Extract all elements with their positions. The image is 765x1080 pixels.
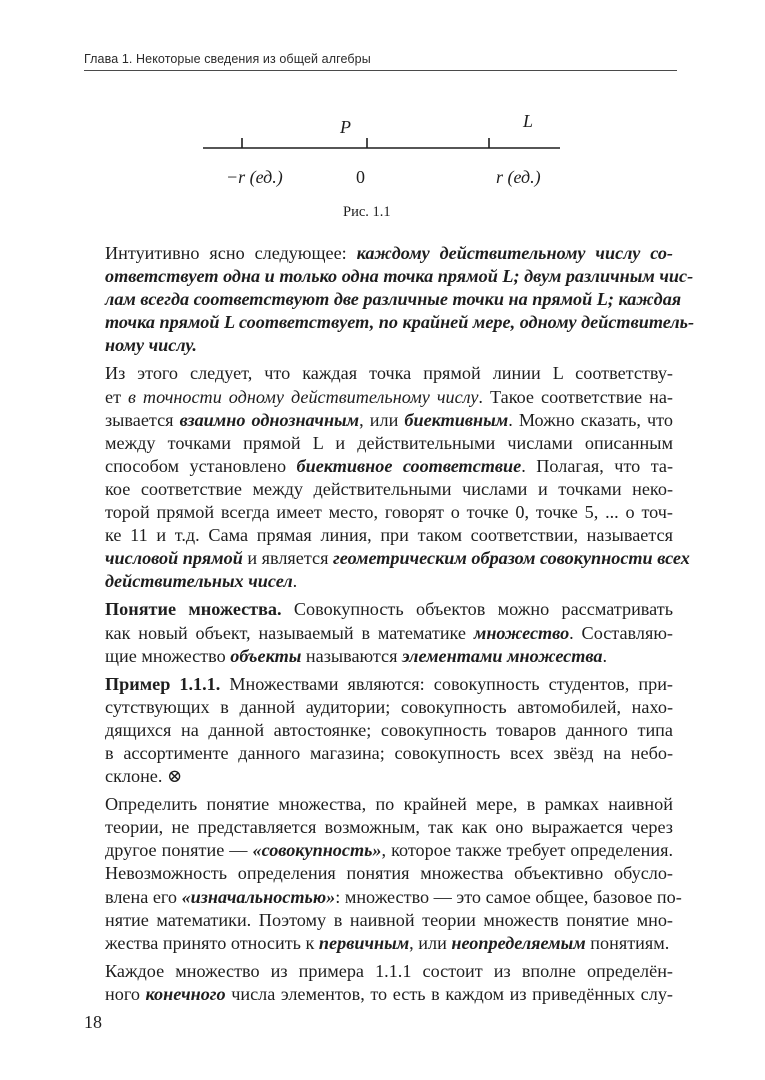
p2-line: между точками прямой L и действительными числами описанным xyxy=(105,432,673,453)
p4-line: дящихся на данной автостоянке; совокупность товаров данного типа xyxy=(105,719,673,740)
running-head: Глава 1. Некоторые сведения из общей алгебры xyxy=(84,52,371,66)
p4-text: Множествами являются: совокупность студентов, при- xyxy=(220,673,673,694)
p5-line: теории, не представляется возможным, так как оно выражается через xyxy=(105,817,673,838)
header-rule xyxy=(84,70,677,71)
p3-text: Совокупность объектов можно рассматривать xyxy=(281,599,673,620)
p1-line: лам всегда соответствуют две различные точки на прямой L; каждая xyxy=(105,289,682,310)
term-primordiality: «изначальностью» xyxy=(181,886,336,907)
term-collection: «совокупность» xyxy=(252,840,382,861)
p3-text: как новый объект, называемый в математике xyxy=(105,622,474,643)
label-r: r (ед.) xyxy=(496,167,541,187)
p3-text: называются xyxy=(301,645,403,666)
p4-line: сутствующих в данной аудитории; совокупность автомобилей, нахо- xyxy=(105,696,673,717)
p4-line: склоне. ⊗ xyxy=(105,766,183,787)
page-number: 18 xyxy=(84,1012,102,1032)
label-zero: 0 xyxy=(356,167,365,187)
label-line-l: L xyxy=(523,111,534,131)
paragraph-1 xyxy=(105,242,695,357)
paragraph-6 xyxy=(105,960,673,1006)
p2-text: . Такое соответствие на- xyxy=(478,386,673,407)
p2-text: ет xyxy=(105,386,129,407)
p2-text: . Полагая, что та- xyxy=(521,455,674,476)
p2-line: кое соответствие между действительными числами и точками неко- xyxy=(105,478,673,499)
term-undefined: неопределяемым xyxy=(451,932,586,953)
p6-text: числа элементов, то есть в каждом из приведённых слу- xyxy=(225,983,673,1004)
number-line-svg xyxy=(190,105,570,205)
p2-line: торой прямой всегда имеет место, говорят о точке 0, точке 5, ... о точ- xyxy=(105,502,673,523)
p3-text: . xyxy=(602,645,608,666)
term-bijective-correspondence: биективное соответствие xyxy=(296,455,522,476)
term-primary: первичным xyxy=(318,932,410,953)
p5-text: жества принято относить к xyxy=(105,932,319,953)
body-text xyxy=(105,242,695,1011)
term-set: множество xyxy=(473,622,570,643)
p5-text: влена его xyxy=(105,886,182,907)
term-bijective-one: взаимно однозначным xyxy=(179,409,360,430)
label-point-p: P xyxy=(340,117,351,137)
label-minus-r: −r (ед.) xyxy=(226,167,283,187)
term-bijective: биективным xyxy=(404,409,509,430)
p5-line: Невозможность определения понятия множества объективно обусло- xyxy=(105,863,673,884)
p5-line: Определить понятие множества, по крайней мере, в рамках наивной xyxy=(105,794,673,815)
p2-text: и является xyxy=(242,548,334,569)
p3-text: щие множество xyxy=(105,645,231,666)
p2-italic: в точности одному действительному числу xyxy=(128,386,479,407)
p1-line: точка прямой L соответствует, по крайней мере, одному действитель- xyxy=(105,312,695,333)
p3-text: . Составляю- xyxy=(569,622,673,643)
p1-emphasis: каждому действительному числу со- xyxy=(356,243,673,263)
section-heading-set-concept: Понятие множества. xyxy=(105,599,282,620)
p2-text: способом установлено xyxy=(105,455,297,476)
example-heading: Пример 1.1.1. xyxy=(105,673,221,694)
term-number-line: числовой прямой xyxy=(105,548,243,569)
p5-text: , или xyxy=(409,932,452,953)
p1-line: ответствует одна и только одна точка прямой L; двум различным чис- xyxy=(105,266,694,287)
term-finite: конечного xyxy=(145,983,226,1004)
paragraph-2 xyxy=(105,362,690,593)
paragraph-4 xyxy=(105,673,673,788)
p5-text: другое понятие — xyxy=(105,840,253,861)
p5-text: , которое также требует определения. xyxy=(381,840,674,861)
p2-text: зывается xyxy=(105,409,180,430)
p5-line: нятие математики. Поэтому в наивной теории множеств понятие мно- xyxy=(105,909,673,930)
p6-line: Каждое множество из примера 1.1.1 состоит из вполне определён- xyxy=(105,960,673,981)
term-objects: объекты xyxy=(230,645,302,666)
p2-text: . Можно сказать, что xyxy=(508,409,673,430)
p6-text: ного xyxy=(105,983,146,1004)
term-real-numbers: действительных чисел xyxy=(105,571,293,592)
p1-line: ному числу. xyxy=(105,335,197,356)
p5-text: понятиям. xyxy=(585,932,670,953)
term-geometric-image: геометрическим образом совокупности всех xyxy=(333,548,690,569)
p4-line: в ассортименте данного магазина; совокупность всех звёзд на небо- xyxy=(105,742,673,763)
paragraph-3 xyxy=(105,598,673,667)
p1-text: Интуитивно ясно следующее: xyxy=(105,243,357,263)
paragraph-5 xyxy=(105,793,682,955)
term-set-elements: элементами множества xyxy=(402,645,603,666)
p2-line: Из этого следует, что каждая точка прямой линии L соответству- xyxy=(105,363,673,384)
p5-text: : множество — это самое общее, базовое по- xyxy=(335,886,682,907)
p2-line: ке 11 и т.д. Сама прямая линия, при таком соответствии, называется xyxy=(105,525,673,546)
p2-text: , или xyxy=(359,409,405,430)
p2-text: . xyxy=(292,571,298,592)
figure-caption: Рис. 1.1 xyxy=(343,204,391,220)
